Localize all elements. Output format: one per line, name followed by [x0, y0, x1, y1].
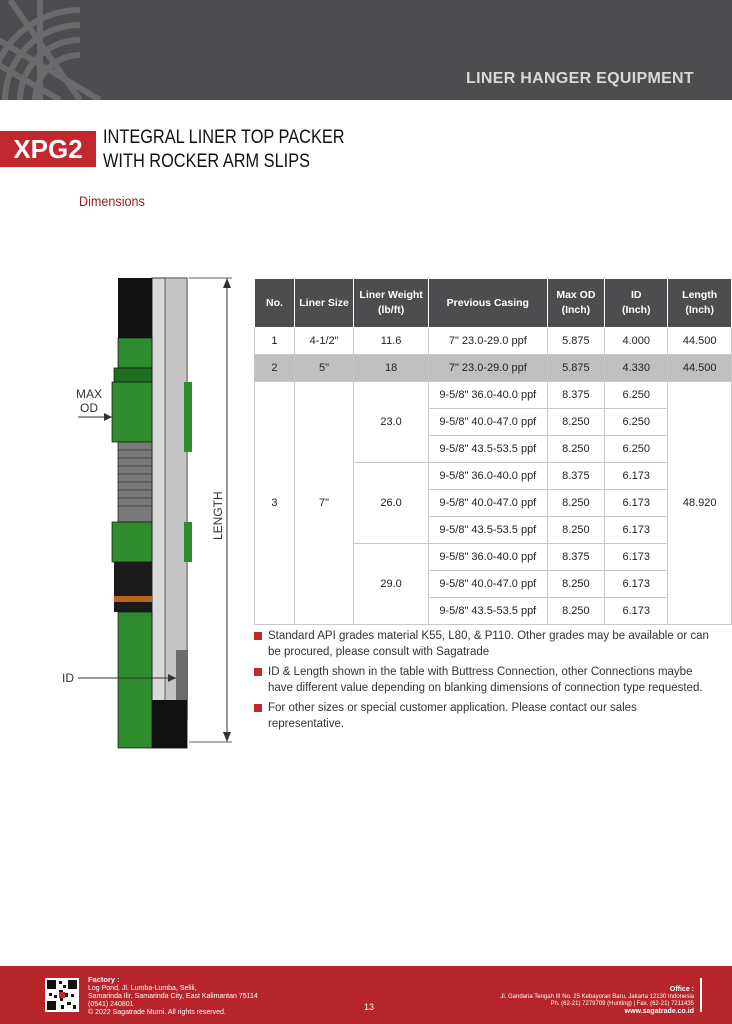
office-address — [500, 986, 694, 1016]
header-no: No. — [255, 279, 295, 328]
cell-max-od: 8.375 — [547, 463, 605, 490]
cell-casing: 9-5/8" 36.0-40.0 ppf — [429, 544, 548, 571]
header-max-od — [547, 279, 605, 328]
header-liner-weight-unit: (lb/ft) — [377, 304, 405, 316]
product-code-badge: XPG2 — [0, 131, 96, 167]
cell-id: 4.330 — [605, 355, 668, 382]
cell-casing: 9-5/8" 43.5-53.5 ppf — [429, 517, 548, 544]
cell-liner-weight: 11.6 — [354, 328, 429, 355]
cell-max-od: 8.250 — [547, 598, 605, 625]
table-row — [255, 382, 732, 409]
factory-label: Factory : — [88, 975, 120, 984]
cell-max-od: 8.250 — [547, 490, 605, 517]
company-logo-mark-icon — [0, 0, 130, 100]
section-heading: LINER HANGER EQUIPMENT — [466, 70, 694, 87]
length-label: LENGTH — [211, 491, 225, 540]
factory-line3: (0541) 240801 — [88, 1001, 134, 1008]
header-max-od-title: Max OD — [556, 289, 596, 301]
product-title — [103, 126, 345, 174]
bullet-square-icon — [254, 668, 262, 676]
bullet-square-icon — [254, 704, 262, 712]
bullet-square-icon — [254, 632, 262, 640]
qr-code-icon — [45, 978, 79, 1012]
note-item — [254, 664, 714, 696]
header-length-unit: (Inch) — [685, 304, 714, 316]
cell-id: 6.250 — [605, 382, 668, 409]
table-header-row — [255, 279, 732, 328]
cell-id: 6.173 — [605, 517, 668, 544]
page-number: 13 — [364, 1002, 375, 1012]
product-title-line1: INTEGRAL LINER TOP PACKER — [103, 127, 345, 148]
page-footer — [0, 966, 732, 1024]
cell-max-od: 8.250 — [547, 436, 605, 463]
cell-liner-weight: 29.0 — [354, 544, 429, 625]
cell-no: 2 — [255, 355, 295, 382]
cell-casing: 7" 23.0-29.0 ppf — [429, 328, 548, 355]
note-text: Standard API grades material K55, L80, & P110. Other grades may be available or can be procured, please consult with Sagatrade — [268, 630, 709, 658]
office-line2: Ph. (62-21) 7279709 (Hunting) | Fax. (62-21) 7211435 — [550, 1001, 694, 1007]
header-length — [668, 279, 732, 328]
note-text: ID & Length shown in the table with Buttress Connection, other Connections maybe have different value depending on blanking dimensions of connection type requested. — [268, 666, 703, 694]
cell-id: 6.173 — [605, 598, 668, 625]
page-header — [0, 0, 732, 100]
cell-id: 6.173 — [605, 463, 668, 490]
footer-divider — [700, 978, 702, 1012]
cell-id: 6.173 — [605, 571, 668, 598]
header-id-unit: (Inch) — [621, 304, 651, 316]
note-item — [254, 628, 714, 660]
cell-liner-weight: 18 — [354, 355, 429, 382]
header-liner-size: Liner Size — [294, 279, 353, 328]
cell-casing: 7" 23.0-29.0 ppf — [429, 355, 548, 382]
copyright: © 2022 Sagatrade Murni. All rights reserved. — [88, 1009, 226, 1016]
header-max-od-unit: (Inch) — [561, 304, 591, 316]
cell-max-od: 8.375 — [547, 544, 605, 571]
dimensions-label: Dimensions — [79, 193, 145, 209]
cell-casing: 9-5/8" 36.0-40.0 ppf — [429, 463, 548, 490]
cell-id: 6.173 — [605, 544, 668, 571]
factory-line1: Log Pond, Jl. Lumba-Lumba, Selili, — [88, 985, 197, 992]
note-text: For other sizes or special customer application. Please contact our sales representative. — [268, 702, 637, 730]
cell-max-od: 8.250 — [547, 409, 605, 436]
note-item — [254, 700, 714, 732]
cell-no: 3 — [255, 382, 295, 625]
cell-id: 6.250 — [605, 436, 668, 463]
cell-max-od: 8.250 — [547, 571, 605, 598]
cell-length: 48.920 — [668, 382, 732, 625]
cell-casing: 9-5/8" 36.0-40.0 ppf — [429, 382, 548, 409]
notes-list — [254, 628, 714, 736]
packer-drawing — [0, 270, 240, 750]
cell-casing: 9-5/8" 40.0-47.0 ppf — [429, 571, 548, 598]
header-id-title: ID — [631, 289, 642, 301]
cell-length: 44.500 — [668, 355, 732, 382]
cell-casing: 9-5/8" 40.0-47.0 ppf — [429, 409, 548, 436]
office-line1: Jl. Gandaria Tengah III No. 25 Kebayoran Baru, Jakarta 12130 Indonesia — [500, 994, 694, 1000]
cell-casing: 9-5/8" 43.5-53.5 ppf — [429, 436, 548, 463]
header-previous-casing: Previous Casing — [429, 279, 548, 328]
cell-casing: 9-5/8" 43.5-53.5 ppf — [429, 598, 548, 625]
cell-max-od: 8.375 — [547, 382, 605, 409]
cell-liner-weight: 26.0 — [354, 463, 429, 544]
header-length-title: Length — [682, 289, 718, 301]
cell-max-od: 8.250 — [547, 517, 605, 544]
id-label: ID — [62, 671, 74, 685]
table-row — [255, 355, 732, 382]
cell-id: 4.000 — [605, 328, 668, 355]
max-od-label-line2: OD — [80, 401, 98, 415]
cell-liner-weight: 23.0 — [354, 382, 429, 463]
table-row — [255, 328, 732, 355]
cell-casing: 9-5/8" 40.0-47.0 ppf — [429, 490, 548, 517]
max-od-label-line1: MAX — [76, 387, 103, 401]
header-liner-weight-title: Liner Weight — [359, 289, 423, 301]
factory-address — [88, 976, 258, 1017]
office-label: Office : — [669, 986, 694, 993]
product-title-line2: WITH ROCKER ARM SLIPS — [103, 151, 311, 172]
cell-id: 6.173 — [605, 490, 668, 517]
cell-max-od: 5.875 — [547, 328, 605, 355]
cell-liner-size: 7" — [294, 382, 353, 625]
cell-liner-size: 5" — [294, 355, 353, 382]
cell-no: 1 — [255, 328, 295, 355]
cell-id: 6.250 — [605, 409, 668, 436]
factory-line2: Samarinda Ilir, Samarinda City, East Kalimantan 75114 — [88, 993, 258, 1000]
cell-liner-size: 4-1/2" — [294, 328, 353, 355]
website-link[interactable]: www.sagatrade.co.id — [624, 1008, 694, 1015]
cell-length: 44.500 — [668, 328, 732, 355]
header-liner-weight — [354, 279, 429, 328]
dimensions-table — [254, 278, 732, 625]
cell-max-od: 5.875 — [547, 355, 605, 382]
header-id — [605, 279, 668, 328]
